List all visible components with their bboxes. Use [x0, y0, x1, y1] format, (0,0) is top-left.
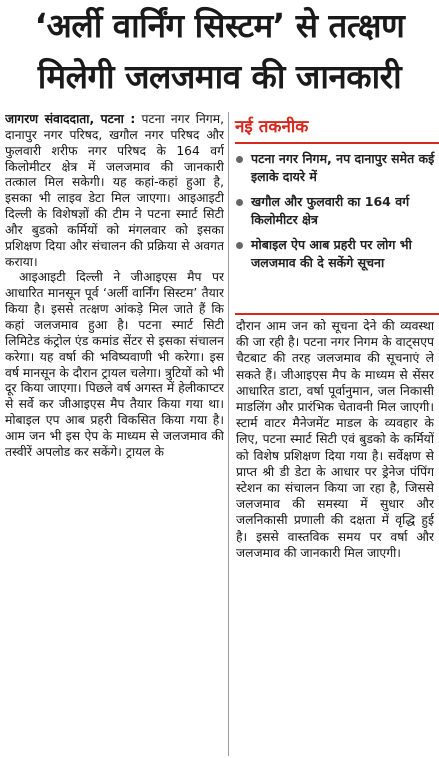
article-paragraph-3: दौरान आम जन को सूचना देने की व्यवस्था की जा रही है। पटना नगर निगम के वाट्सएप चैटबाट की तरह जलजमाव की सूचनाएं ले सकते हैं। जीआइएस मैप के माध्यम से सेंसर आधारित डाटा, वर्षा पूर्वानुमान, जल निकासी माडलिंग और प्रारंभिक चेतावनी मिल जाएगी। स्टार्म वाटर मैनेजमेंट माडल के व्यवहार के लिए, पटना स्मार्ट सिटी एवं बुडको के कर्मियों को विशेष प्रशिक्षण दिया गया है। सर्वेक्षण से प्राप्त श्री डी डेटा के आधार पर ड्रेनेज पंपिंग स्टेशन का संचालन किया जा रहा है, जिससे जलजमाव की समस्या में सुधार और जलनिकासी प्रणाली की दक्षता में वृद्धि हुई है। इससे वास्तविक समय पर वर्षा और जलजमाव की जानकारी मिल जाएगी। [236, 319, 434, 560]
headline-line-2: मिलेगी जलजमाव की जानकारी [37, 57, 402, 96]
sidebar-item [235, 236, 439, 272]
sidebar-top-rule [235, 142, 439, 144]
sidebar-bottom-rule [235, 313, 439, 315]
bullet-icon [236, 156, 243, 163]
headline-line-1: ‘अर्ली वार्निंग सिस्टम’ से तत्क्षण [34, 6, 405, 45]
article-right-column [236, 318, 434, 750]
sidebar-item-text: खगौल और फुलवारी का 164 वर्ग किलोमीटर क्षेत्र [251, 194, 410, 227]
headline [0, 0, 439, 108]
sidebar-item-text: मोबाइल ऐप आब प्रहरी पर लोग भी जलजमाव की दे सकेंगे सूचना [251, 237, 412, 270]
article-paragraph-1 [5, 112, 224, 270]
sidebar-item-text: पटना नगर निगम, नप दानापुर समेत कई इलाके दायरे में [251, 151, 435, 184]
bullet-icon [236, 242, 243, 249]
article-left-column [5, 112, 224, 752]
article-paragraph-2: आइआइटी दिल्ली ने जीआइएस मैप पर आधारित मानसून पूर्व ‘अर्ली वार्निंग सिस्टम’ तैयार किया है। इससे तत्क्षण आंकड़े मिल जाते हैं कि कहां जलजमाव हुआ है। पटना स्मार्ट सिटी लिमिटेड कंट्रोल एंड कमांड सेंटर से इसका संचालन करेगा। यह वर्षा की भविष्यवाणी भी करेगा। इस वर्ष मानसून के दौरान ट्रायल चलेगा। त्रुटियों को भी दूर किया जाएगा। पिछले वर्ष अगस्त में हेलीकाप्टर से सर्वे कर जीआइएस मैप तैयार किया गया था। मोबाइल एप आब प्रहरी विकसित किया गया है। आम जन भी इस ऐप के माध्यम से जलजमाव की तस्वीरें अपलोड कर सकेंगे। ट्रायल के [5, 270, 224, 459]
bullet-icon [236, 199, 243, 206]
sidebar-item [235, 193, 439, 229]
sidebar-list [235, 150, 439, 279]
dateline: जागरण संवाददाता, पटना : [5, 112, 136, 126]
article-paragraph-1-text: पटना नगर निगम, दानापुर नगर परिषद, खगौल नगर परिषद और फुलवारी शरीफ नगर परिषद के 164 वर्ग किलोमीटर क्षेत्र में जलजमाव की जानकारी तत्काल मिल सकेगी। यह कहां-कहां हुआ है, इसका भी लाइव डेटा मिल जाएगा। आइआइटी दिल्ली के विशेषज्ञों की टीम ने पटना स्मार्ट सिटी और बुडको कर्मियों को मंगलवार को इसका प्रशिक्षण दिया और संचालन की प्रक्रिया से अवगत कराया। [5, 112, 224, 269]
sidebar-heading: नई तकनीक [235, 117, 309, 137]
column-divider [228, 112, 229, 756]
sidebar-item [235, 150, 439, 186]
